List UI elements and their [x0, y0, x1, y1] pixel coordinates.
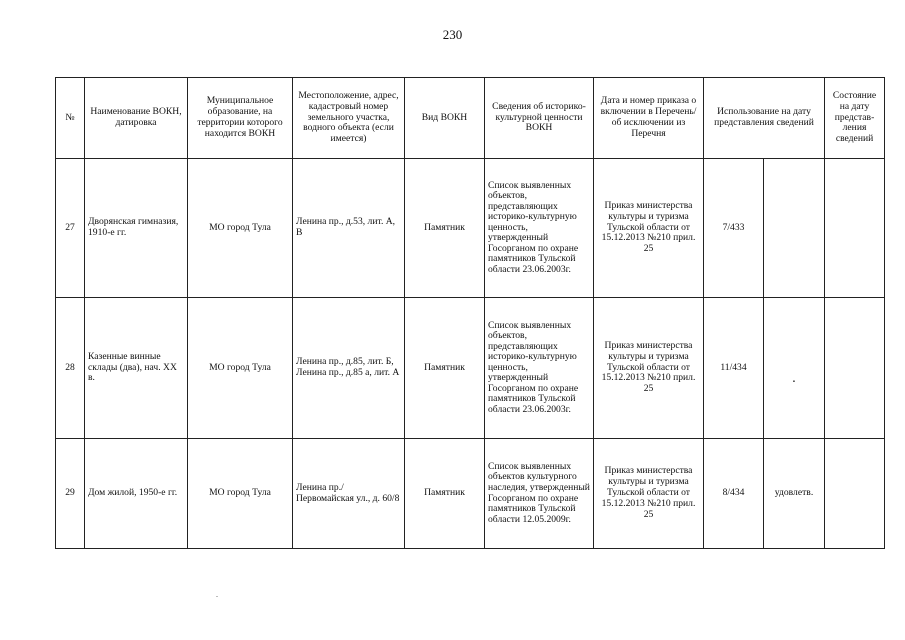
cell-name: Дворянская гимназия, 1910-е гг. — [85, 159, 188, 298]
cell-type: Памятник — [405, 159, 485, 298]
cell-order: Приказ министерства культуры и туризма Тульской области от 15.12.2013 №210 прил. 25 — [594, 159, 704, 298]
cell-num: 28 — [56, 298, 85, 439]
cell-type: Памятник — [405, 298, 485, 439]
scan-speck — [216, 596, 218, 597]
header-name: Наименование ВОКН, датировка — [85, 78, 188, 159]
cell-usage-b: удовлетв. — [764, 439, 825, 549]
cell-order: Приказ министерства культуры и туризма Тульской области от 15.12.2013 №210 прил. 25 — [594, 298, 704, 439]
cell-location: Ленина пр./ Первомайская ул., д. 60/8 — [293, 439, 405, 549]
cell-usage-a: 11/434 — [704, 298, 764, 439]
cell-info: Список выявленных объектов, представляющих историко-культурную ценность, утвержденный Госорганом по охране памятников Тульской области 23.06.2003г. — [485, 159, 594, 298]
cell-usage-a: 7/433 — [704, 159, 764, 298]
cell-state — [825, 439, 885, 549]
header-location: Местоположение, адрес, кадастровый номер земельного участка, водного объекта (если имеется) — [293, 78, 405, 159]
cell-location: Ленина пр., д.85, лит. Б, Ленина пр., д.85 а, лит. А — [293, 298, 405, 439]
table-header-row — [56, 78, 885, 159]
cell-order: Приказ министерства культуры и туризма Тульской области от 15.12.2013 №210 прил. 25 — [594, 439, 704, 549]
table-row — [56, 298, 885, 439]
cell-name: Дом жилой, 1950-е гг. — [85, 439, 188, 549]
cell-name: Казенные винные склады (два), нач. XX в. — [85, 298, 188, 439]
cell-usage-b — [764, 298, 825, 439]
cell-usage-a: 8/434 — [704, 439, 764, 549]
table-row — [56, 159, 885, 298]
cell-num: 29 — [56, 439, 85, 549]
cell-usage-b — [764, 159, 825, 298]
cell-num: 27 — [56, 159, 85, 298]
cell-municipality: МО город Тула — [188, 439, 293, 549]
cell-state — [825, 298, 885, 439]
usage-mark: · — [791, 375, 797, 391]
header-state: Состояние на дату представ-ления сведений — [825, 78, 885, 159]
page-number: 230 — [442, 27, 463, 42]
header-num: № — [56, 78, 85, 159]
heritage-objects-table — [55, 77, 885, 549]
table-row — [56, 439, 885, 549]
cell-info: Список выявленных объектов культурного наследия, утвержденный Госорганом по охране памятников Тульской области 12.05.2009г. — [485, 439, 594, 549]
cell-municipality: МО город Тула — [188, 159, 293, 298]
header-info: Сведения об историко-культурной ценности ВОКН — [485, 78, 594, 159]
cell-type: Памятник — [405, 439, 485, 549]
header-type: Вид ВОКН — [405, 78, 485, 159]
header-usage: Использование на дату представления сведений — [704, 78, 825, 159]
cell-municipality: МО город Тула — [188, 298, 293, 439]
header-order: Дата и номер приказа о включении в Перечень/ об исключении из Перечня — [594, 78, 704, 159]
cell-location: Ленина пр., д.53, лит. А, В — [293, 159, 405, 298]
header-municipality: Муниципальное образование, на территории которого находится ВОКН — [188, 78, 293, 159]
cell-info: Список выявленных объектов, представляющих историко-культурную ценность, утвержденный Госорганом по охране памятников Тульской области 23.06.2003г. — [485, 298, 594, 439]
cell-state — [825, 159, 885, 298]
